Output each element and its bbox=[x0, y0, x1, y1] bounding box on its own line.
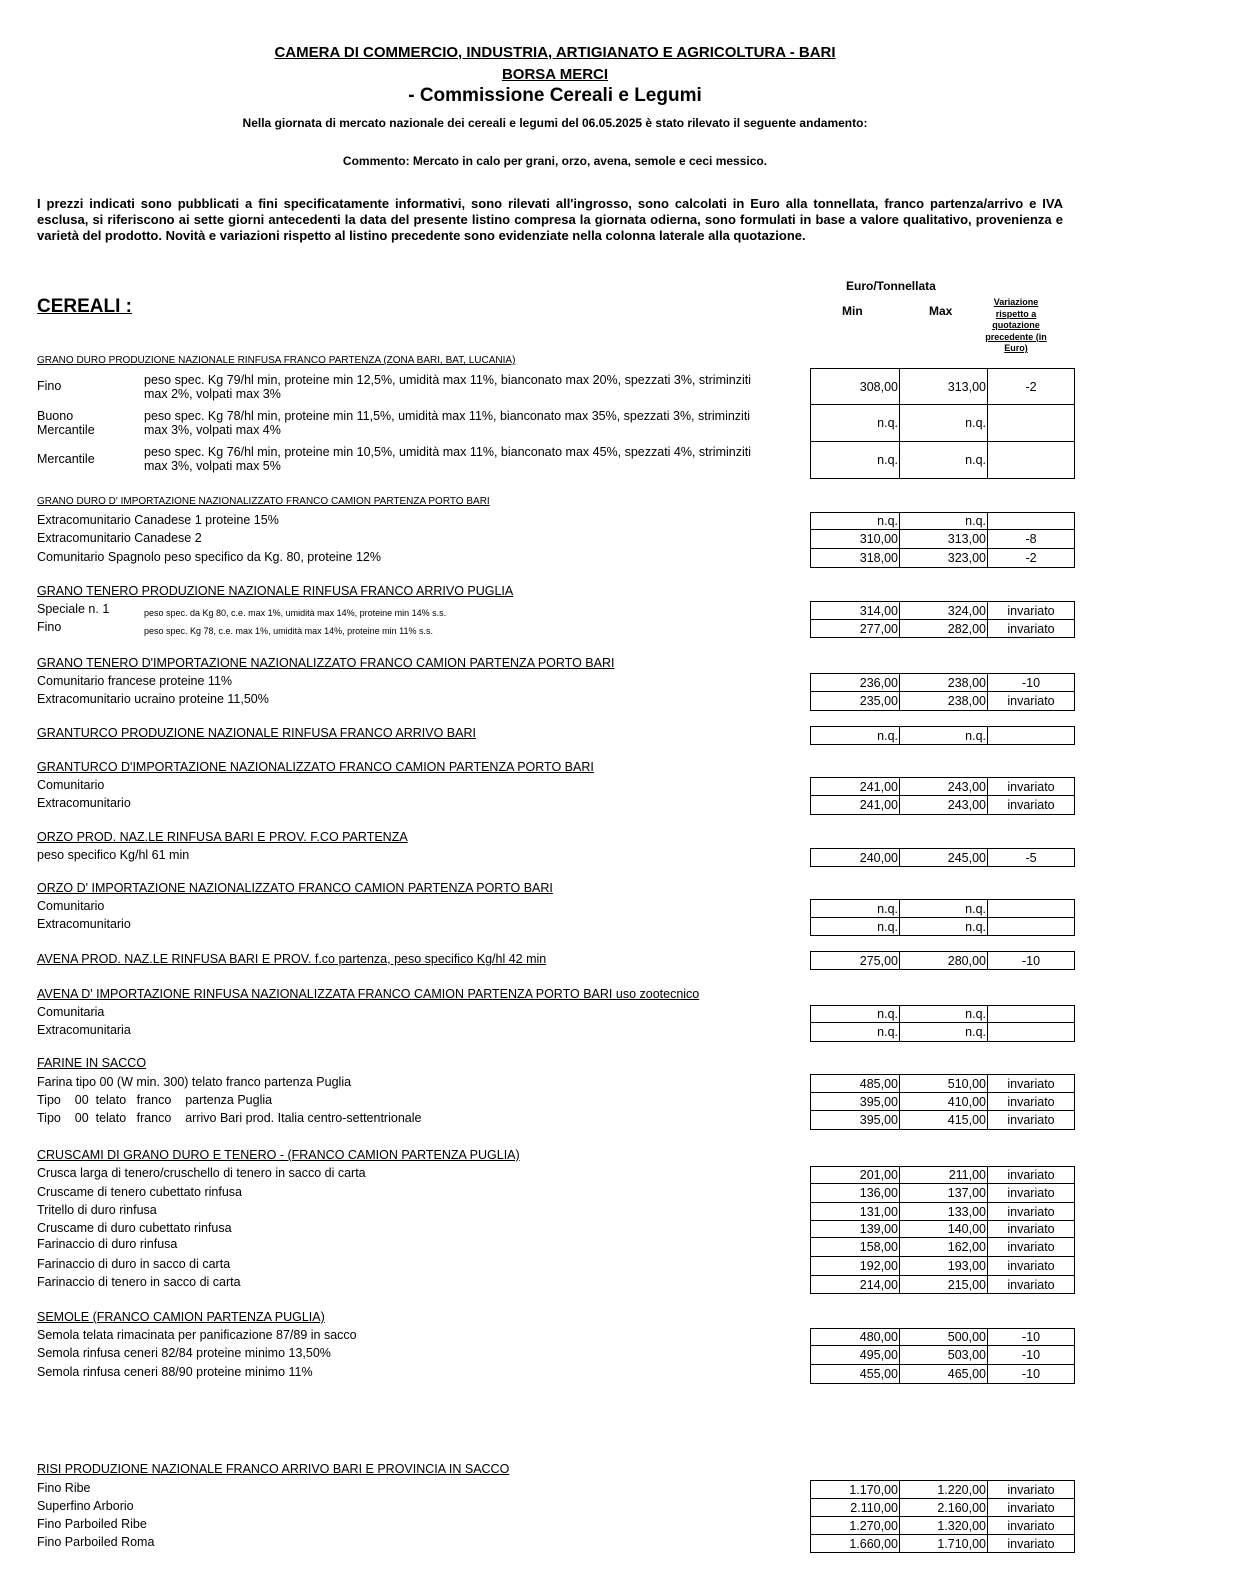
max-price: 313,00 bbox=[900, 530, 988, 548]
row-label: Comunitaria bbox=[37, 1005, 105, 1019]
max-price: 1.710,00 bbox=[900, 1535, 988, 1552]
row-description: peso spec. Kg 79/hl min, proteine min 12,5%, umidità max 11%, bianconato max 20%, spezzati 3%, striminziti max 2%, volpati max 3% bbox=[144, 373, 752, 401]
price-variation bbox=[988, 1023, 1074, 1041]
price-row bbox=[810, 1238, 1075, 1257]
price-variation: -10 bbox=[1021, 1348, 1041, 1362]
section-heading: AVENA D' IMPORTAZIONE RINFUSA NAZIONALIZZATA FRANCO CAMION PARTENZA PORTO BARI uso zootecnico bbox=[37, 987, 700, 1001]
price-row bbox=[810, 512, 1075, 530]
price-variation bbox=[988, 405, 1074, 441]
min-price: 241,00 bbox=[811, 796, 900, 814]
min-price: 314,00 bbox=[811, 602, 900, 619]
min-price: 395,00 bbox=[811, 1093, 900, 1110]
max-price: 133,00 bbox=[900, 1203, 988, 1220]
section-heading: GRANO TENERO PRODUZIONE NAZIONALE RINFUSA FRANCO ARRIVO PUGLIA bbox=[37, 584, 514, 598]
min-price: 240,00 bbox=[811, 849, 900, 866]
max-price: n.q. bbox=[900, 900, 988, 917]
price-row bbox=[810, 549, 1075, 568]
max-price: 500,00 bbox=[900, 1329, 988, 1345]
price-row bbox=[810, 1517, 1075, 1535]
min-price: 480,00 bbox=[811, 1329, 900, 1345]
max-price: n.q. bbox=[900, 1006, 988, 1022]
section-heading: GRANTURCO D'IMPORTAZIONE NAZIONALIZZATO FRANCO CAMION PARTENZA PORTO BARI bbox=[37, 760, 594, 774]
min-price: 139,00 bbox=[811, 1221, 900, 1237]
max-price: 415,00 bbox=[900, 1111, 988, 1129]
market-comment: Commento: Mercato in calo per grani, orzo, avena, semole e ceci messico. bbox=[342, 154, 768, 168]
max-price: 193,00 bbox=[900, 1257, 988, 1275]
min-price: n.q. bbox=[811, 1006, 900, 1022]
min-price: n.q. bbox=[811, 513, 900, 529]
price-variation: -8 bbox=[1025, 532, 1037, 546]
row-label: Mercantile bbox=[37, 452, 95, 466]
min-price: n.q. bbox=[811, 1023, 900, 1041]
price-variation: -10 bbox=[1021, 953, 1041, 968]
row-label: Comunitario Spagnolo peso specifico da Kg. 80, proteine 12% bbox=[37, 550, 381, 564]
min-price: 131,00 bbox=[811, 1203, 900, 1220]
row-label: Crusca larga di tenero/cruschello di tenero in sacco di carta bbox=[37, 1166, 366, 1180]
variation-column-header: Variazione rispetto a quotazione precedente (in Euro) bbox=[985, 297, 1047, 353]
max-price: 2.160,00 bbox=[900, 1499, 988, 1516]
max-price: 313,00 bbox=[900, 369, 988, 404]
min-column-header: Min bbox=[842, 304, 863, 318]
intro-paragraph: I prezzi indicati sono pubblicati a fini specificatamente informativi, sono rilevati all'ingrosso, sono calcolati in Euro alla tonnellata, franco partenza/arrivo e IVA esclusa, si riferiscono ai sette giorni antecedenti la data del presente listino compresa la giornata odierna, sono formulati in base a valore qualitativo, provenienza e varietà del prodotto. Novità e variazioni rispetto al listino precedente sono evidenziate nella colonna laterale alla quotazione. bbox=[37, 196, 1063, 243]
row-label: Extracomunitario Canadese 2 bbox=[37, 531, 202, 545]
price-variation: invariato bbox=[1007, 1259, 1055, 1273]
min-price: 214,00 bbox=[811, 1276, 900, 1293]
price-row bbox=[810, 530, 1075, 549]
price-variation: invariato bbox=[1007, 1168, 1055, 1182]
row-description: peso spec. Kg 78/hl min, proteine min 11,5%, umidità max 11%, bianconato max 35%, spezzati 3%, striminziti max 3%, volpati max 4% bbox=[144, 409, 751, 437]
max-price: n.q. bbox=[900, 442, 988, 478]
price-row bbox=[810, 1276, 1075, 1294]
price-variation bbox=[988, 442, 1074, 478]
min-price: 201,00 bbox=[811, 1167, 900, 1183]
row-label: Extracomunitario bbox=[37, 917, 131, 931]
max-price: 465,00 bbox=[900, 1365, 988, 1383]
row-label: Semola rinfusa ceneri 82/84 proteine minimo 13,50% bbox=[37, 1346, 331, 1360]
max-price: 162,00 bbox=[900, 1238, 988, 1256]
row-label: Extracomunitario Canadese 1 proteine 15% bbox=[37, 513, 279, 527]
row-label: Fino bbox=[37, 379, 62, 393]
row-label: Farinaccio di duro rinfusa bbox=[37, 1237, 178, 1251]
price-variation bbox=[988, 1006, 1074, 1022]
min-price: 455,00 bbox=[811, 1365, 900, 1383]
row-label: Tipo 00 telato franco arrivo Bari prod. Italia centro-settentrionale bbox=[37, 1111, 422, 1125]
min-price: 241,00 bbox=[811, 778, 900, 795]
price-row bbox=[810, 726, 1075, 745]
market-date-line: Nella giornata di mercato nazionale dei cereali e legumi del 06.05.2025 è stato rilevato il seguente andamento: bbox=[242, 116, 868, 130]
price-row bbox=[810, 1221, 1075, 1238]
min-price: 235,00 bbox=[811, 692, 900, 710]
price-variation bbox=[988, 513, 1074, 529]
price-variation: invariato bbox=[1007, 621, 1055, 636]
row-label: Cruscame di duro cubettato rinfusa bbox=[37, 1221, 232, 1235]
row-label: Fino Ribe bbox=[37, 1481, 91, 1495]
price-row bbox=[810, 1184, 1075, 1203]
row-label: Fino Parboiled Roma bbox=[37, 1535, 155, 1549]
price-variation: invariato bbox=[1007, 1204, 1055, 1219]
min-price: 236,00 bbox=[811, 674, 900, 691]
price-row bbox=[810, 1005, 1075, 1023]
max-price: 280,00 bbox=[900, 952, 988, 969]
max-price: 243,00 bbox=[900, 778, 988, 795]
price-row bbox=[810, 692, 1075, 711]
min-price: 485,00 bbox=[811, 1075, 900, 1092]
price-variation: invariato bbox=[1007, 1518, 1055, 1533]
min-price: n.q. bbox=[811, 405, 900, 441]
price-variation: invariato bbox=[1007, 603, 1055, 618]
price-variation bbox=[988, 900, 1074, 917]
max-price: 238,00 bbox=[900, 692, 988, 710]
max-price: 324,00 bbox=[900, 602, 988, 619]
max-price: 1.320,00 bbox=[900, 1517, 988, 1534]
row-label: Tipo 00 telato franco partenza Puglia bbox=[37, 1093, 273, 1107]
max-price: 410,00 bbox=[900, 1093, 988, 1110]
section-heading: GRANTURCO PRODUZIONE NAZIONALE RINFUSA FRANCO ARRIVO BARI bbox=[37, 726, 476, 740]
row-label: Comunitario francese proteine 11% bbox=[37, 674, 233, 688]
max-price: 137,00 bbox=[900, 1184, 988, 1202]
row-label: Buono Mercantile bbox=[37, 409, 95, 437]
price-variation: -10 bbox=[1021, 675, 1041, 690]
row-description: peso spec. Kg 76/hl min, proteine min 10,5%, umidità max 11%, bianconato max 45%, spezzati 4%, striminziti max 3%, volpati max 5% bbox=[144, 445, 752, 473]
min-price: 192,00 bbox=[811, 1257, 900, 1275]
price-row bbox=[810, 1023, 1075, 1042]
row-label: Semola telata rimacinata per panificazione 87/89 in sacco bbox=[37, 1328, 357, 1342]
price-row bbox=[810, 620, 1075, 638]
max-column-header: Max bbox=[929, 304, 953, 318]
price-variation: -2 bbox=[1025, 379, 1037, 394]
min-price: 1.170,00 bbox=[811, 1481, 900, 1498]
price-row bbox=[810, 442, 1075, 479]
min-price: 1.660,00 bbox=[811, 1535, 900, 1552]
min-price: 395,00 bbox=[811, 1111, 900, 1129]
row-label: Farinaccio di duro in sacco di carta bbox=[37, 1257, 231, 1271]
min-price: 158,00 bbox=[811, 1238, 900, 1256]
cereali-title: CEREALI : bbox=[37, 296, 132, 317]
price-variation bbox=[988, 727, 1074, 744]
max-price: 503,00 bbox=[900, 1346, 988, 1364]
price-variation: invariato bbox=[1007, 1094, 1055, 1109]
row-label: Speciale n. 1 bbox=[37, 602, 110, 616]
min-price: 495,00 bbox=[811, 1346, 900, 1364]
price-row bbox=[810, 796, 1075, 815]
max-price: n.q. bbox=[900, 727, 988, 744]
row-description: peso spec. da Kg 80, c.e. max 1%, umidità max 14%, proteine min 14% s.s. bbox=[144, 608, 447, 618]
section-heading: SEMOLE (FRANCO CAMION PARTENZA PUGLIA) bbox=[37, 1310, 325, 1324]
price-variation: invariato bbox=[1007, 798, 1055, 812]
price-row bbox=[810, 777, 1075, 796]
price-variation: invariato bbox=[1007, 1482, 1055, 1497]
row-label: Extracomunitaria bbox=[37, 1023, 131, 1037]
max-price: n.q. bbox=[900, 405, 988, 441]
max-price: 140,00 bbox=[900, 1221, 988, 1237]
price-variation: invariato bbox=[1007, 1277, 1055, 1292]
min-price: 2.110,00 bbox=[811, 1499, 900, 1516]
section-heading: ORZO PROD. NAZ.LE RINFUSA BARI E PROV. F.CO PARTENZA bbox=[37, 830, 408, 844]
price-row bbox=[810, 368, 1075, 405]
price-row bbox=[810, 1328, 1075, 1346]
min-price: 1.270,00 bbox=[811, 1517, 900, 1534]
max-price: 243,00 bbox=[900, 796, 988, 814]
max-price: 510,00 bbox=[900, 1075, 988, 1092]
section-heading: RISI PRODUZIONE NAZIONALE FRANCO ARRIVO BARI E PROVINCIA IN SACCO bbox=[37, 1462, 510, 1476]
max-price: n.q. bbox=[900, 1023, 988, 1041]
price-row bbox=[810, 1535, 1075, 1553]
price-variation: invariato bbox=[1007, 1222, 1055, 1236]
borsa-merci-title: BORSA MERCI bbox=[501, 66, 609, 83]
price-variation: invariato bbox=[1007, 694, 1055, 708]
price-row bbox=[810, 1346, 1075, 1365]
row-label: Farina tipo 00 (W min. 300) telato franco partenza Puglia bbox=[37, 1075, 352, 1089]
row-description: peso spec. Kg 78, c.e. max 1%, umidità max 14%, proteine min 11% s.s. bbox=[144, 626, 433, 636]
price-variation: -10 bbox=[1021, 1330, 1041, 1344]
price-row bbox=[810, 918, 1075, 936]
row-label: peso specifico Kg/hl 61 min bbox=[37, 848, 190, 862]
row-label: Extracomunitario ucraino proteine 11,50% bbox=[37, 692, 269, 706]
min-price: 277,00 bbox=[811, 620, 900, 637]
row-label: Fino Parboiled Ribe bbox=[37, 1517, 147, 1531]
row-label: Superfino Arborio bbox=[37, 1499, 134, 1513]
price-row bbox=[810, 1203, 1075, 1221]
price-row bbox=[810, 1365, 1075, 1384]
section-heading: AVENA PROD. NAZ.LE RINFUSA BARI E PROV. f.co partenza, peso specifico Kg/hl 42 min bbox=[37, 952, 547, 966]
max-price: 245,00 bbox=[900, 849, 988, 866]
row-label: Semola rinfusa ceneri 88/90 proteine minimo 11% bbox=[37, 1365, 313, 1379]
price-row bbox=[810, 899, 1075, 918]
min-price: 275,00 bbox=[811, 952, 900, 969]
price-row bbox=[810, 951, 1075, 970]
price-row bbox=[810, 1093, 1075, 1111]
max-price: 238,00 bbox=[900, 674, 988, 691]
max-price: n.q. bbox=[900, 513, 988, 529]
price-row bbox=[810, 1111, 1075, 1130]
price-row bbox=[810, 405, 1075, 442]
row-label: Extracomunitario bbox=[37, 796, 131, 810]
price-row bbox=[810, 1480, 1075, 1499]
price-row bbox=[810, 1166, 1075, 1184]
max-price: 215,00 bbox=[900, 1276, 988, 1293]
max-price: 1.220,00 bbox=[900, 1481, 988, 1498]
chamber-title: CAMERA DI COMMERCIO, INDUSTRIA, ARTIGIANATO E AGRICOLTURA - BARI bbox=[274, 44, 836, 61]
max-price: 323,00 bbox=[900, 549, 988, 567]
max-price: n.q. bbox=[900, 918, 988, 935]
price-variation: invariato bbox=[1007, 1536, 1055, 1551]
section-heading: GRANO TENERO D'IMPORTAZIONE NAZIONALIZZATO FRANCO CAMION PARTENZA PORTO BARI bbox=[37, 656, 615, 670]
section-heading: ORZO D' IMPORTAZIONE NAZIONALIZZATO FRANCO CAMION PARTENZA PORTO BARI bbox=[37, 881, 553, 895]
price-variation: invariato bbox=[1007, 779, 1055, 794]
price-variation: invariato bbox=[1007, 1076, 1055, 1091]
row-label: Fino bbox=[37, 620, 62, 634]
price-variation bbox=[988, 918, 1074, 935]
price-variation: invariato bbox=[1007, 1240, 1055, 1254]
min-price: 310,00 bbox=[811, 530, 900, 548]
max-price: 211,00 bbox=[900, 1167, 988, 1183]
price-row bbox=[810, 1074, 1075, 1093]
max-price: 282,00 bbox=[900, 620, 988, 637]
unit-header: Euro/Tonnellata bbox=[846, 279, 936, 293]
row-label: Farinaccio di tenero in sacco di carta bbox=[37, 1275, 241, 1289]
price-variation: invariato bbox=[1007, 1113, 1055, 1127]
min-price: 308,00 bbox=[811, 369, 900, 404]
min-price: 136,00 bbox=[811, 1184, 900, 1202]
price-variation: -2 bbox=[1025, 551, 1037, 565]
section-heading: GRANO DURO PRODUZIONE NAZIONALE RINFUSA FRANCO PARTENZA (ZONA BARI, BAT, LUCANIA) bbox=[37, 355, 516, 366]
min-price: n.q. bbox=[811, 900, 900, 917]
min-price: n.q. bbox=[811, 442, 900, 478]
min-price: n.q. bbox=[811, 918, 900, 935]
min-price: 318,00 bbox=[811, 549, 900, 567]
price-variation: invariato bbox=[1007, 1186, 1055, 1200]
row-label: Cruscame di tenero cubettato rinfusa bbox=[37, 1185, 242, 1199]
price-row bbox=[810, 673, 1075, 692]
row-label: Comunitario bbox=[37, 899, 105, 913]
price-row bbox=[810, 848, 1075, 867]
price-row bbox=[810, 1257, 1075, 1276]
price-variation: invariato bbox=[1007, 1500, 1055, 1515]
min-price: n.q. bbox=[811, 727, 900, 744]
price-variation: -10 bbox=[1021, 1367, 1041, 1381]
row-label: Comunitario bbox=[37, 778, 105, 792]
section-heading: GRANO DURO D' IMPORTAZIONE NAZIONALIZZATO FRANCO CAMION PARTENZA PORTO BARI bbox=[37, 496, 490, 507]
price-variation: -5 bbox=[1025, 850, 1037, 865]
commission-title: - Commissione Cereali e Legumi bbox=[408, 85, 702, 106]
section-heading: CRUSCAMI DI GRANO DURO E TENERO - (FRANCO CAMION PARTENZA PUGLIA) bbox=[37, 1148, 520, 1162]
price-row bbox=[810, 1499, 1075, 1517]
section-heading: FARINE IN SACCO bbox=[37, 1056, 147, 1070]
price-row bbox=[810, 601, 1075, 620]
row-label: Tritello di duro rinfusa bbox=[37, 1203, 157, 1217]
